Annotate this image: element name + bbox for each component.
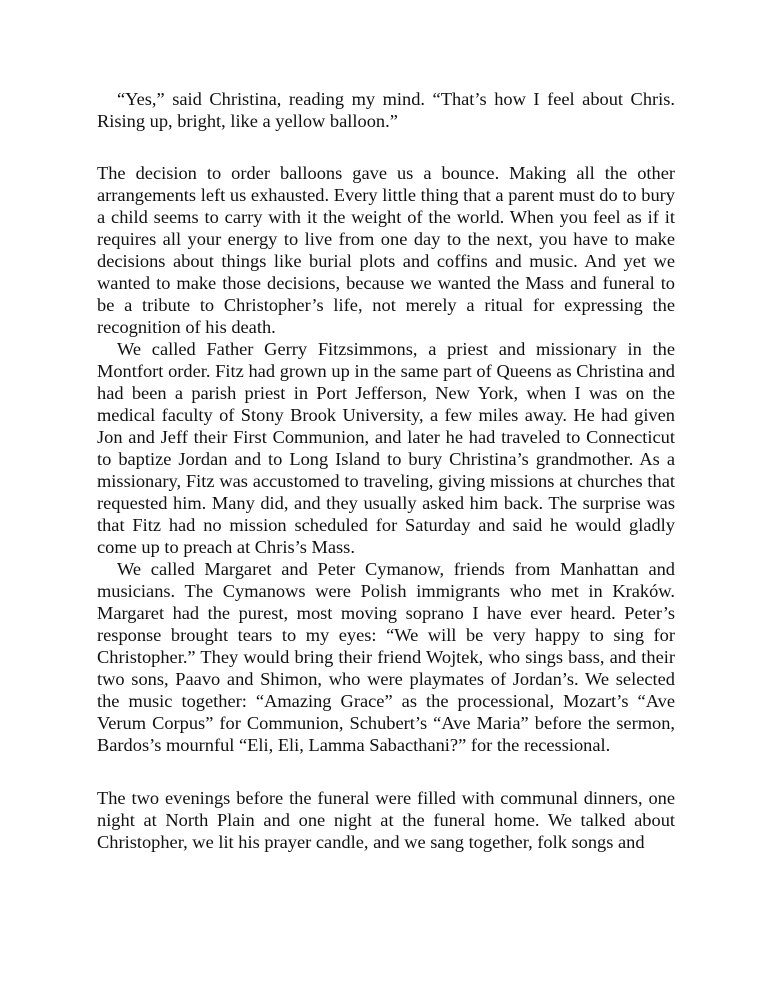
paragraph-cymanow-music: We called Margaret and Peter Cymanow, friends from Manhattan and musicians. The Cymanows were Polish immigrants who met in Kraków. Margaret had the purest, most moving soprano I have ever heard. Peter’s response brought tears to my eyes: “We will be very happy to sing for Christopher.” They would bring their friend Wojtek, who sings bass, and their two sons, Paavo and Shimon, who were playmates of Jordan’s. We selected the music together: “Amazing Grace” as the processional, Mozart’s “Ave Verum Corpus” for Communion, Schubert’s “Ave Maria” before the sermon, Bardos’s mournful “Eli, Eli, Lamma Sabacthani?” for the recessional. (97, 559, 675, 755)
book-page (97, 88, 675, 853)
paragraph-christina-quote: “Yes,” said Christina, reading my mind. “That’s how I feel about Chris. Rising up, bright, like a yellow balloon.” (97, 89, 675, 131)
paragraph-father-fitzsimmons: We called Father Gerry Fitzsimmons, a priest and missionary in the Montfort order. Fitz had grown up in the same part of Queens as Christina and had been a parish priest in Port Jefferson, New York, when I was on the medical faculty of Stony Brook University, a few miles away. He had given Jon and Jeff their First Communion, and later he had traveled to Connecticut to baptize Jordan and to Long Island to bury Christina’s grandmother. As a missionary, Fitz was accustomed to traveling, giving missions at churches that requested him. Many did, and they usually asked him back. The surprise was that Fitz had no mission scheduled for Saturday and said he would gladly come up to preach at Chris’s Mass. (97, 339, 675, 557)
paragraph-evenings-before-funeral: The two evenings before the funeral were filled with communal dinners, one night at North Plain and one night at the funeral home. We talked about Christopher, we lit his prayer candle, and we sang together, folk songs and (97, 788, 675, 852)
paragraph-balloons-decision: The decision to order balloons gave us a bounce. Making all the other arrangements left us exhausted. Every little thing that a parent must do to bury a child seems to carry with it the weight of the world. When you feel as if it requires all your energy to live from one day to the next, you have to make decisions about things like burial plots and coffins and music. And yet we wanted to make those decisions, because we wanted the Mass and funeral to be a tribute to Christopher’s life, not merely a ritual for expressing the recognition of his death. (97, 163, 675, 337)
